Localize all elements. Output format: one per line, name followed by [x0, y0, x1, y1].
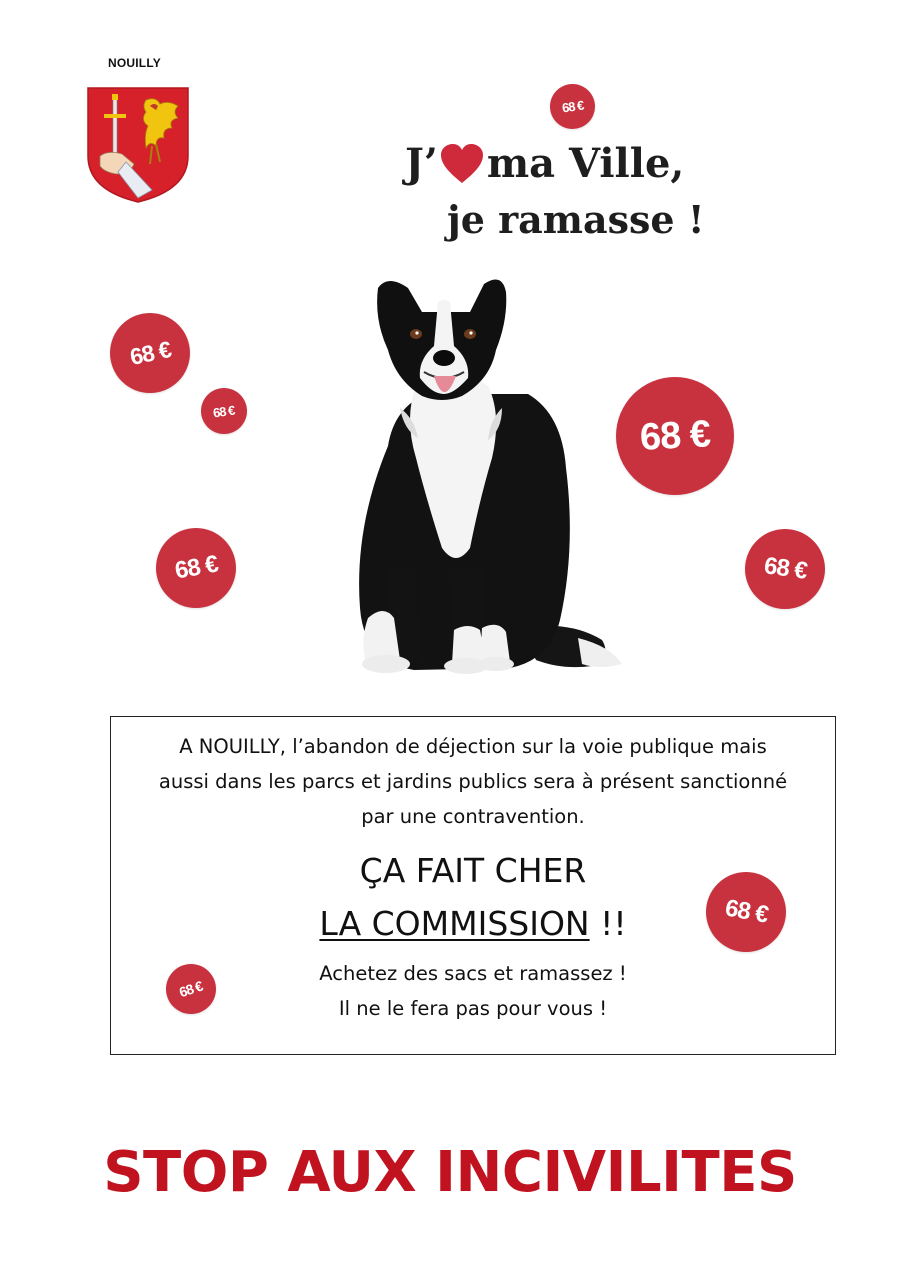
price-badge: 68 €	[706, 872, 786, 952]
notice-closing	[111, 956, 835, 1026]
price-badge: 68 €	[166, 964, 216, 1014]
stop-banner: STOP AUX INCIVILITES	[103, 1140, 797, 1205]
price-badge: 68 €	[550, 84, 595, 129]
headline-line-2	[111, 897, 835, 950]
town-name: NOUILLY	[108, 56, 161, 70]
price-badge: 68 €	[110, 313, 190, 393]
price-badge: 68 €	[201, 388, 247, 434]
notice-line: par une contravention.	[361, 805, 585, 828]
notice-box	[110, 716, 836, 1055]
headline-line-1: ÇA FAIT CHER	[359, 851, 587, 890]
coat-of-arms-logo	[86, 86, 190, 204]
notice-line: aussi dans les parcs et jardins publics sera à présent sanctionné	[158, 770, 788, 793]
price-badge: 68 €	[745, 529, 825, 609]
headline-suffix: !!	[589, 904, 627, 943]
price-badge: 68 €	[156, 528, 236, 608]
closing-line-1: Achetez des sacs et ramassez !	[319, 962, 627, 985]
slogan-line-2: je ramasse !	[447, 197, 705, 242]
slogan-suffix: ma Ville,	[486, 140, 685, 187]
notice-line: A NOUILLY, l’abandon de déjection sur la voie publique mais	[179, 735, 767, 758]
headline-underlined: LA COMMISSION	[319, 904, 590, 943]
heart-icon	[439, 143, 485, 185]
closing-line-2: Il ne le fera pas pour vous !	[338, 997, 608, 1020]
notice-headline	[111, 844, 835, 950]
price-badge: 68 €	[616, 377, 734, 495]
dog-illustration	[330, 268, 630, 683]
slogan	[405, 140, 765, 244]
notice-paragraph	[125, 729, 821, 834]
slogan-prefix: J’	[405, 140, 438, 187]
